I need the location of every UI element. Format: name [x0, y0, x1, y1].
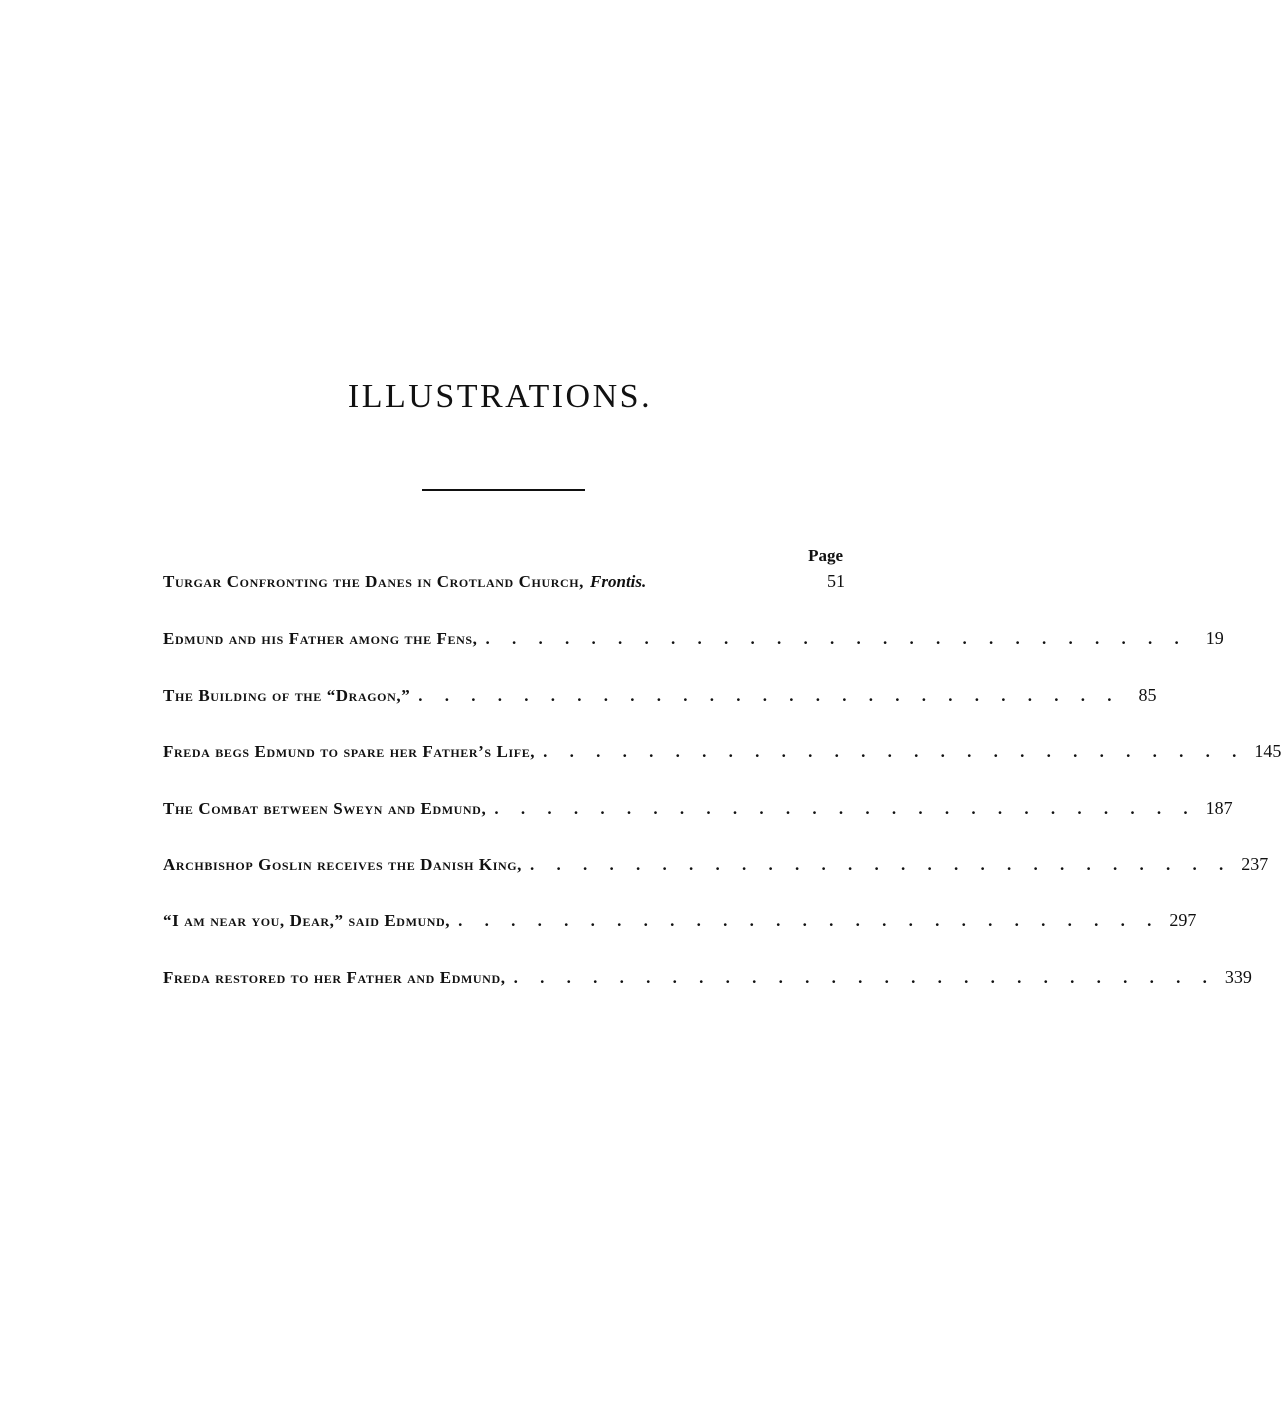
leader-dots: . . . . . . . . . . . . . . . . . . . . . . . . . . .: [458, 911, 1161, 930]
page-column-label: Page: [808, 546, 843, 565]
entry-page-number: 85: [1138, 685, 1157, 705]
entry-page-number: 297: [1169, 910, 1197, 930]
illustration-entry-5: [163, 798, 1233, 824]
entry-note: Frontis.: [590, 572, 647, 591]
illustration-entry-2: [163, 628, 1224, 654]
illustration-entry-3: [163, 685, 1157, 711]
entry-page-number: 237: [1241, 854, 1269, 874]
illustration-entry-7: [163, 910, 1197, 936]
leader-dots: . . . . . . . . . . . . . . . . . . . . . . . . . . .: [418, 686, 1121, 705]
entry-title: Freda restored to her Father and Edmund,: [163, 968, 506, 987]
leader-dots: . . . . . . . . . . . . . . . . . . . . . . . . . . .: [543, 742, 1246, 761]
entry-title: The Building of the “Dragon,”: [163, 686, 411, 705]
leader-dots: . . . . . . . . . . . . . . . . . . . . . . . . . . .: [494, 799, 1197, 818]
entry-title: The Combat between Sweyn and Edmund,: [163, 799, 487, 818]
page-heading: ILLUSTRATIONS.: [347, 378, 653, 415]
leader-dots: . . . . . . . . . . . . . . . . . . . . . . . . . . .: [485, 629, 1188, 648]
entry-page-number: 51: [827, 571, 845, 591]
entry-title: Turgar Confronting the Danes in Crotland Church,: [163, 572, 585, 591]
entry-title: “I am near you, Dear,” said Edmund,: [163, 911, 451, 930]
illustration-entry-8: [163, 967, 1252, 993]
entry-title: Freda begs Edmund to spare her Father’s Life,: [163, 742, 536, 761]
illustration-entry-6: [163, 854, 1269, 880]
entry-page-number: 187: [1205, 798, 1233, 818]
entry-page-number: 145: [1254, 741, 1281, 761]
illustration-entry-4: [163, 741, 1281, 767]
leader-dots: . . . . . . . . . . . . . . . . . . . . . . . . . . .: [530, 855, 1233, 874]
illustration-entry-1: [163, 571, 845, 597]
entry-title: Archbishop Goslin receives the Danish King,: [163, 855, 523, 874]
entry-title: Edmund and his Father among the Fens,: [163, 629, 478, 648]
heading-rule: [422, 489, 585, 491]
entry-page-number: 339: [1224, 967, 1252, 987]
leader-dots: . . . . . . . . . . . . . . . . . . . . . . . . . . .: [513, 968, 1216, 987]
entry-page-number: 19: [1205, 628, 1224, 648]
